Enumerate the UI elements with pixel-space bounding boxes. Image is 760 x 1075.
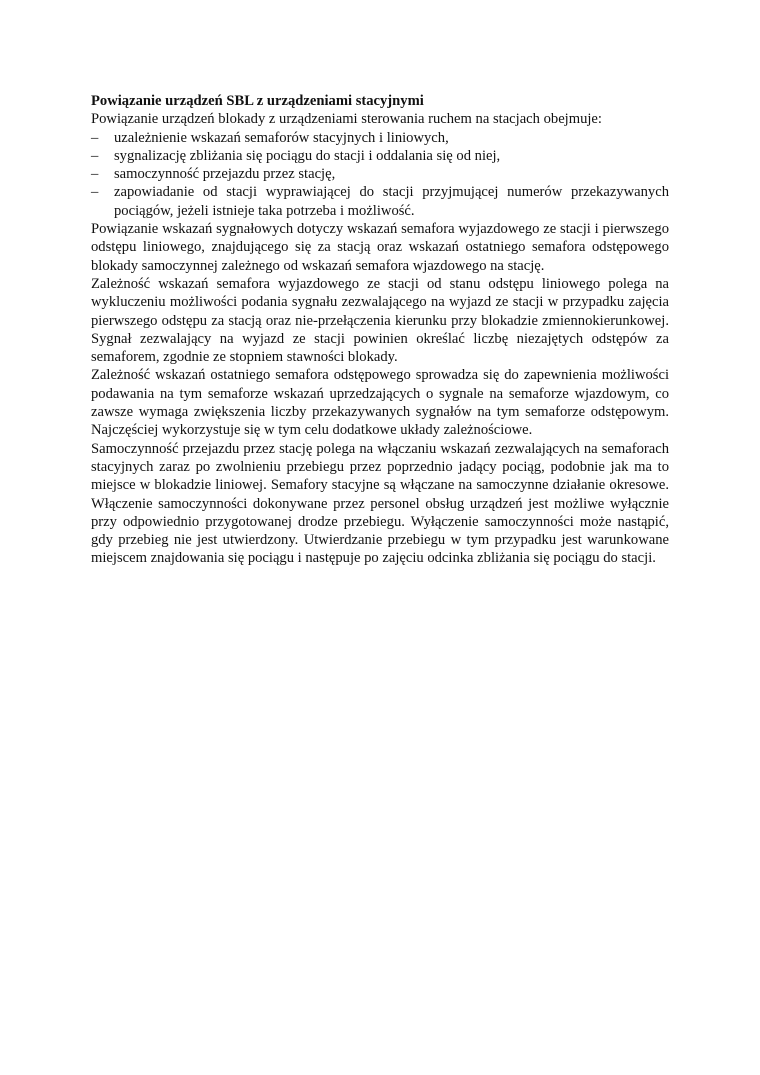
paragraph-through-station-automation: Samoczynność przejazdu przez stację polega na włączaniu wskazań zezwalających na semaforach stacyjnych zaraz po zwolnieniu przebiegu przez poprzednio jadący pociąg, podobnie jak ma to miejsce w blokadzie liniowej. Semafory stacyjne są włączane na samoczynne działanie okresowe. Włączenie samoczynności dokonywane przez personel obsług urządzeń jest możliwe wyłącznie przy odpowiednio przygotowanej drodze przebiegu. Wyłączenie samoczynności może nastąpić, gdy przebieg nie jest utwierdzony. Utwierdzanie przebiegu w tym przypadku jest warunkowane miejscem znajdowania się pociągu i następuje po zajęciu odcinka zbliżania się pociągu do stacji. bbox=[91, 440, 669, 567]
list-item bbox=[91, 183, 669, 220]
paragraph-last-block-signal: Zależność wskazań ostatniego semafora odstępowego sprowadza się do zapewnienia możliwości podawania na tym semaforze wskazań uprzedzających o sygnale na semaforze wjazdowym, co zawsze wymaga zwiększenia liczby przekazywanych sygnałów na tym semaforze odstępowym. Najczęściej wykorzystuje się w tym celu dodatkowe układy zależnościowe. bbox=[91, 367, 669, 439]
list-item-text: samoczynność przejazdu przez stację, bbox=[114, 166, 336, 183]
list-item bbox=[91, 129, 669, 147]
dash-marker: – bbox=[91, 184, 99, 201]
paragraph-exit-signal-dependency: Zależność wskazań semafora wyjazdowego ze stacji od stanu odstępu liniowego polega na wykluczeniu możliwości podania sygnału zezwalającego na wyjazd ze stacji w przypadku zajęcia pierwszego odstępu za stacją oraz nie-przełączenia kierunku przy blokadzie zmiennokierunkowej. Sygnał zezwalający na wyjazd ze stacji powinien określać liczbę niezajętych odstępów za semaforem, zgodnie ze stopniem stawności blokady. bbox=[91, 275, 669, 366]
dash-marker: – bbox=[91, 147, 99, 164]
document-page bbox=[91, 92, 669, 568]
list-item bbox=[91, 147, 669, 165]
list-item bbox=[91, 165, 669, 183]
list-item-text: sygnalizację zbliżania się pociągu do stacji i oddalania się od niej, bbox=[114, 147, 501, 164]
paragraph-signal-linkage: Powiązanie wskazań sygnałowych dotyczy wskazań semafora wyjazdowego ze stacji i pierwszego odstępu liniowego, znajdującego się za stacją oraz wskazań ostatniego semafora odstępowego blokady samoczynnej zależnego od wskazań semafora wjazdowego na stację. bbox=[91, 221, 669, 274]
document-title: Powiązanie urządzeń SBL z urządzeniami stacyjnymi bbox=[91, 93, 424, 109]
dash-marker: – bbox=[91, 129, 99, 146]
list-item-text: zapowiadanie od stacji wyprawiającej do stacji przyjmującej numerów przekazywanych pociągów, jeżeli istnieje taka potrzeba i możliwość. bbox=[114, 184, 669, 219]
bullet-list bbox=[91, 129, 669, 220]
list-item-text: uzależnienie wskazań semaforów stacyjnych i liniowych, bbox=[114, 129, 449, 146]
dash-marker: – bbox=[91, 166, 99, 183]
intro-text: Powiązanie urządzeń blokady z urządzeniami sterowania ruchem na stacjach obejmuje: bbox=[91, 111, 602, 128]
